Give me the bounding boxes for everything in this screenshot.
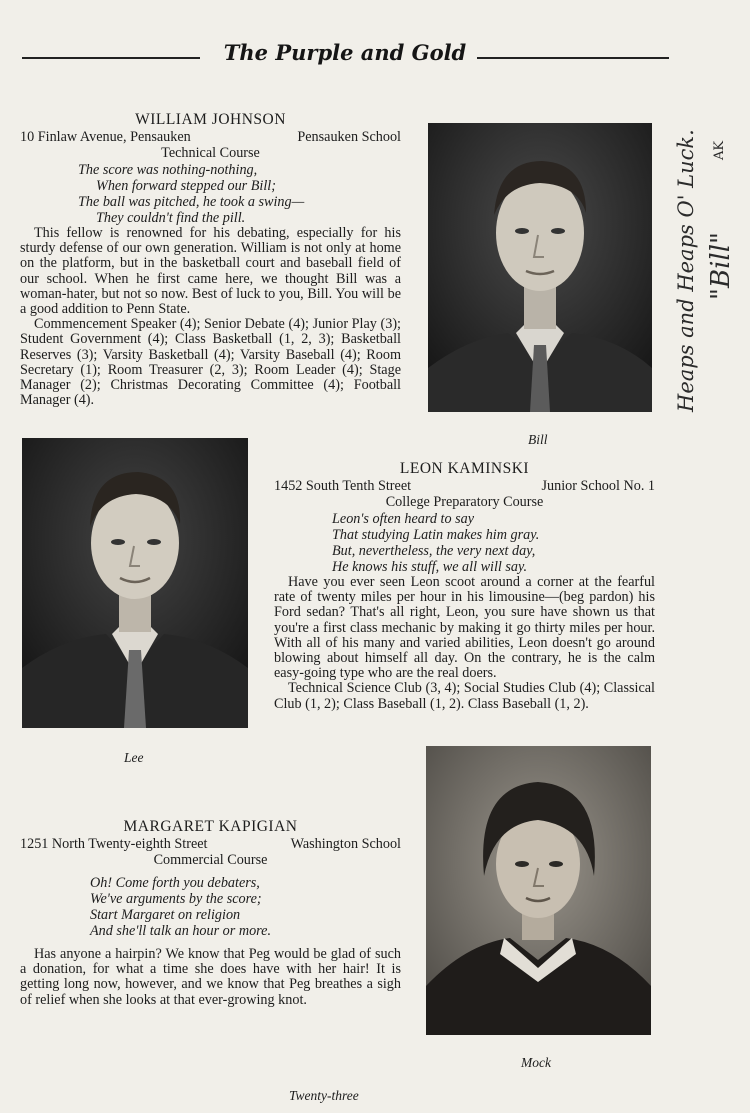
student-address: 10 Finlaw Avenue, Pensauken [20,129,191,145]
verse-line: When forward stepped our Bill; [96,178,276,194]
student-address: 1251 North Twenty-eighth Street [20,836,208,852]
photo-caption: Lee [124,750,144,765]
student-school: Pensauken School [297,129,401,145]
handwritten-inscription [674,129,698,412]
activities-text: Technical Science Club (3, 4); Social Studies Club (4); Classical Club (1, 2); Class Baseball (1, 2). Class Baseball (1, 2). [274,680,655,712]
address-row [274,478,655,494]
verse-line: The score was nothing-nothing, [78,162,258,178]
student-bio [20,226,401,408]
verse-line: But, nevertheless, the very next day, [332,543,536,559]
page-number: Twenty-three [289,1088,359,1103]
student-verse [274,511,655,575]
student-name: WILLIAM JOHNSON [135,111,286,128]
bio-text: This fellow is renowned for his debating, especially for his sturdy defense of our own generation. William is not only at home on the platform, but in the basketball court and baseball field of our school. When he first came here, we thought Bill was a woman-hater, but not so now. Best of luck to you, Bill. You will be a good addition to Penn State. [20,225,401,318]
student-school: Junior School No. 1 [541,478,655,494]
signature-text: "Bill" [706,232,736,300]
student-course: Commercial Course [153,852,268,868]
entry-leon-kaminski [274,460,655,712]
student-bio [20,947,401,1008]
student-verse [20,875,401,939]
photo-caption: Mock [521,1055,551,1070]
bio-text: Have you ever seen Leon scoot around a corner at the fearful rate of twenty miles per hour in his limousine—(beg pardon) his Ford sedan? That's all right, Leon, you sure have shown us that you're a first class mechanic by making it go thirty miles per hour. With all of his many and varied abilities, Leon doesn't go around blowing about himself all day. On the contrary, he is the calm easy-going type who are the real doers. [274,574,655,682]
verse-line: The ball was pitched, he took a swing— [78,194,305,210]
initials-text: AK [712,140,727,160]
student-name: MARGARET KAPIGIAN [123,818,298,835]
student-course: Technical Course [161,145,260,161]
student-bio [274,575,655,712]
student-verse [20,162,401,226]
student-course: College Preparatory Course [385,494,544,510]
photo-william-johnson [428,123,652,412]
verse-line: He knows his stuff, we all will say. [332,559,528,575]
page-header-title: The Purple and Gold [223,40,467,65]
verse-line: They couldn't find the pill. [96,210,246,226]
verse-line: Start Margaret on religion [90,907,241,923]
verse-line: Oh! Come forth you debaters, [90,875,260,891]
address-row [20,129,401,145]
student-name: LEON KAMINSKI [399,460,530,477]
entry-william-johnson [20,111,401,408]
handwritten-initials [712,141,727,160]
entry-margaret-kapigian [20,818,401,1008]
inscription-line: Heaps and Heaps O' Luck. [674,129,698,412]
verse-line: Leon's often heard to say [332,511,475,527]
student-address: 1452 South Tenth Street [274,478,412,494]
bio-text: Has anyone a hairpin? We know that Peg would be glad of such a donation, for what a time she does have with her hair! It is getting long now, however, and we know that Peg breathes a sigh of relief when she looks at that ever-growing knot. [20,946,401,1008]
verse-line: And she'll talk an hour or more. [90,923,272,939]
verse-line: We've arguments by the score; [90,891,262,907]
student-school: Washington School [290,836,401,852]
photo-margaret-kapigian [426,746,651,1035]
address-row [20,836,401,852]
photo-leon-kaminski [22,438,248,728]
verse-line: That studying Latin makes him gray. [332,527,540,543]
handwritten-signature [706,232,736,300]
activities-text: Commencement Speaker (4); Senior Debate (4); Junior Play (3); Student Government (4); Class Basketball (1, 2, 3); Basketball Reserves (3); Varsity Basketball (4); Varsity Baseball (4); Room Secretary (1); Room Treasurer (2, 3); Room Leader (4); Stage Manager (2); Christmas Decorating Committee (4); Football Manager (4). [20,316,401,409]
photo-caption: Bill [528,432,548,447]
